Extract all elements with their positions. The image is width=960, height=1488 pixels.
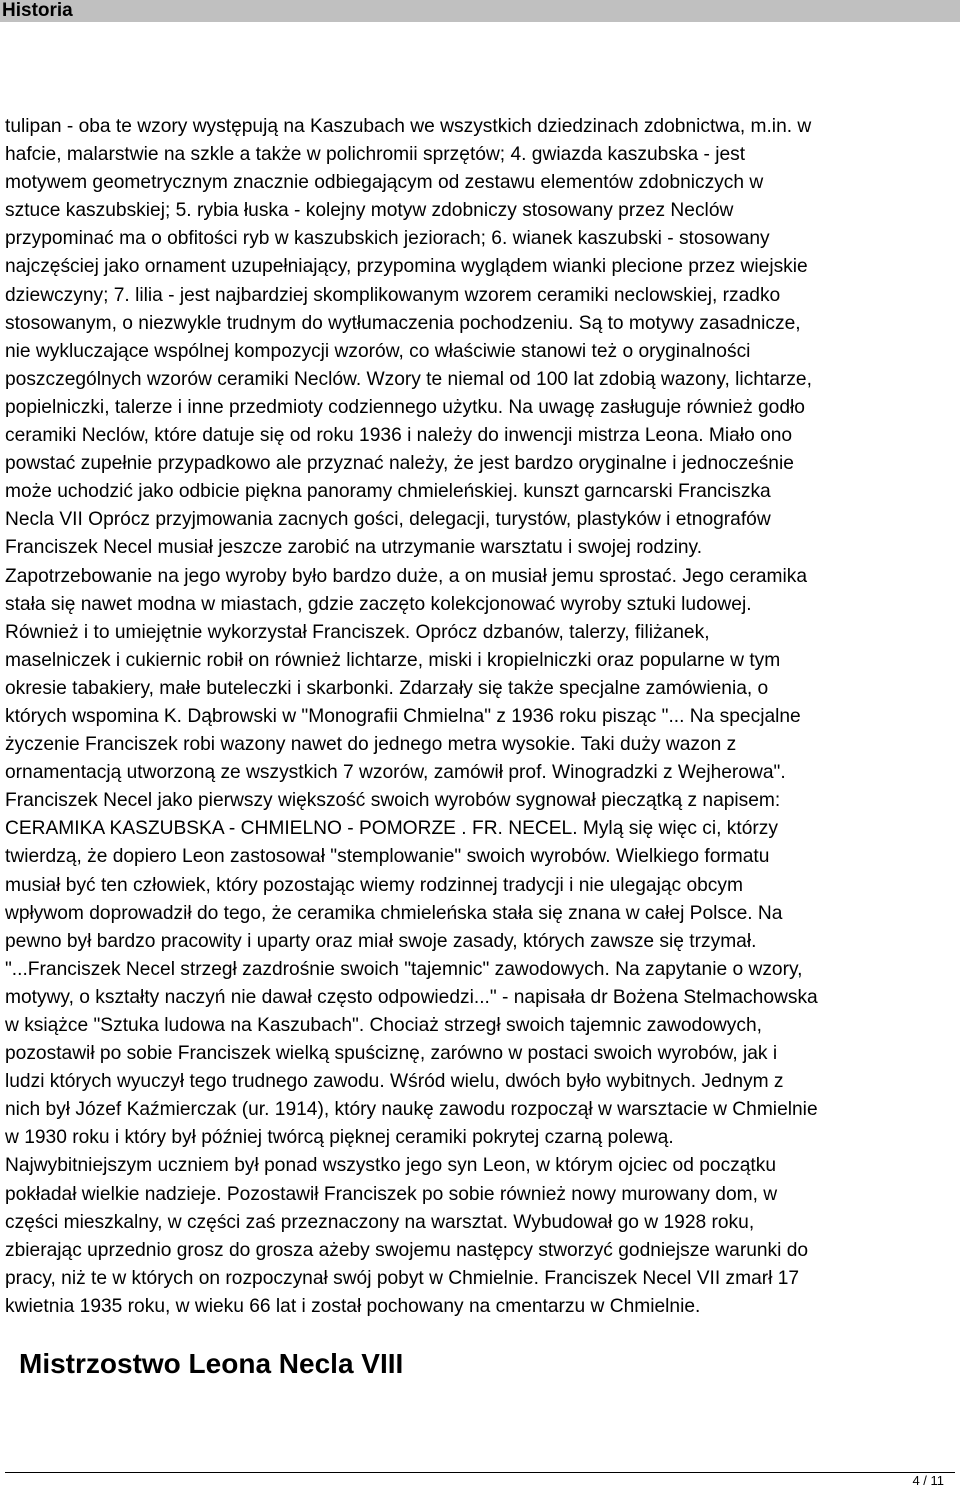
article-body-text: tulipan - oba te wzory występują na Kaszubach we wszystkich dziedzinach zdobnictwa, m.in. w hafcie, malarstwie na szkle a także w polichromii sprzętów; 4. gwiazda kaszubska - jest motywem geometrycznym znacznie odbiegającym od zestawu elementów zdobniczych w sztuce kaszubskiej; 5. rybia łuska - kolejny motyw zdobniczy stosowany przez Neclów przypominać ma o obfitości ryb w kaszubskich jeziorach; 6. wianek kaszubski - stosowany najczęściej jako ornament uzupełniający, przypomina wyglądem wianki plecione przez wiejskie dziewczyny; 7. lilia - jest najbardziej skomplikowanym wzorem ceramiki neclowskiej, rzadko stosowanym, o niezwykle trudnym do wytłumaczenia pochodzeniu. Są to motywy zasadnicze, nie wykluczające wspólnej kompozycji wzorów, co właściwie stanowi też o oryginalności poszczególnych wzorów ceramiki Neclów. Wzory te niemal od 100 lat zdobią wazony, lichtarze, popielniczki, talerze i inne przedmioty codziennego użytku. Na uwagę zasługuje również godło ceramiki Neclów, które datuje się od roku 1936 i należy do inwencji mistrza Leona. Miało ono powstać zupełnie przypadkowo ale przyznać należy, że jest bardzo oryginalne i jednocześnie może uchodzić jako odbicie piękna panoramy chmieleńskiej. kunszt garncarski Franciszka Necla VII Oprócz przyjmowania zacnych gości, delegacji, turystów, plastyków i etnografów Franciszek Necel musiał jeszcze zarobić na utrzymanie warsztatu i swojej rodziny. Zapotrzebowanie na jego wyroby było bardzo duże, a on musiał jemu sprostać. Jego ceramika stała się nawet modna w miastach, gdzie zaczęto kolekcjonować wyroby sztuki ludowej. Również i to umiejętnie wykorzystał Franciszek. Oprócz dzbanów, talerzy, filiżanek, maselniczek i cukiernic robił on również lichtarze, miski i kropielniczki oraz popularne w tym okresie tabakiery, małe buteleczki i skarbonki. Zdarzały się także specjalne zamówienia, o których wspomina K. Dąbrowski w "Monografii Chmielna" z 1936 roku pisząc "... Na specjalne życzenie Franciszek robi wazony nawet do jednego metra wysokie. Taki duży wazon z ornamentacją utworzoną ze wszystkich 7 wzorów, zamówił prof. Winogradzki z Wejherowa". Franciszek Necel jako pierwszy większość swoich wyrobów sygnował pieczątką z napisem: CERAMIKA KASZUBSKA - CHMIELNO - POMORZE . FR. NECEL. Mylą się więc ci, którzy twierdzą, że dopiero Leon zastosował "stemplowanie" swoich wyrobów. Wielkiego formatu musiał być ten człowiek, który pozostając wiemy rodzinnej tradycji i nie ulegając obcym wpływom doprowadził do tego, że ceramika chmieleńska stała się znana w całej Polsce. Na pewno był bardzo pracowity i uparty oraz miał swoje zasady, których zawsze się trzymał. "...Franciszek Necel strzegł zazdrośnie swoich "tajemnic" zawodowych. Na zapytanie o wzory, motywy, o kształty naczyń nie dawał często odpowiedzi..." - napisała dr Bożena Stelmachowska w książce "Sztuka ludowa na Kaszubach". Chociaż strzegł swoich tajemnic zawodowych, pozostawił po sobie Franciszek wielką spuściznę, zarówno w postaci swoich wyrobów, jak i ludzi których wyuczył tego trudnego zawodu. Wśród wielu, dwóch było wybitnych. Jednym z nich był Józef Kaźmierczak (ur. 1914), który naukę zawodu rozpoczął w warsztacie w Chmielnie w 1930 roku i który był później twórcą pięknej ceramiki pokrytej czarną polewą. Najwybitniejszym uczniem był ponad wszystko jego syn Leon, w którym ojciec od początku pokładał wielkie nadzieje. Pozostawił Franciszek po sobie również nowy murowany dom, w części mieszkalny, w części zaś przeznaczony na warsztat. Wybudował go w 1928 roku, zbierając uprzednio grosz do grosza ażeby swojemu następcy stworzyć godniejsze warunki do pracy, niż te w których on rozpoczynał swój pobyt w Chmielnie. Franciszek Necel VII zmarł 17 kwietnia 1935 roku, w wieku 66 lat i został pochowany na cmentarzu w Chmielnie.: [5, 116, 818, 1317]
header-bar: [0, 0, 960, 22]
section-heading: Mistrzostwo Leona Necla VIII: [19, 1348, 404, 1379]
page-number: 4 / 11: [912, 1473, 944, 1488]
page-header-title: Historia: [2, 0, 73, 21]
footer-divider: [5, 1472, 955, 1473]
